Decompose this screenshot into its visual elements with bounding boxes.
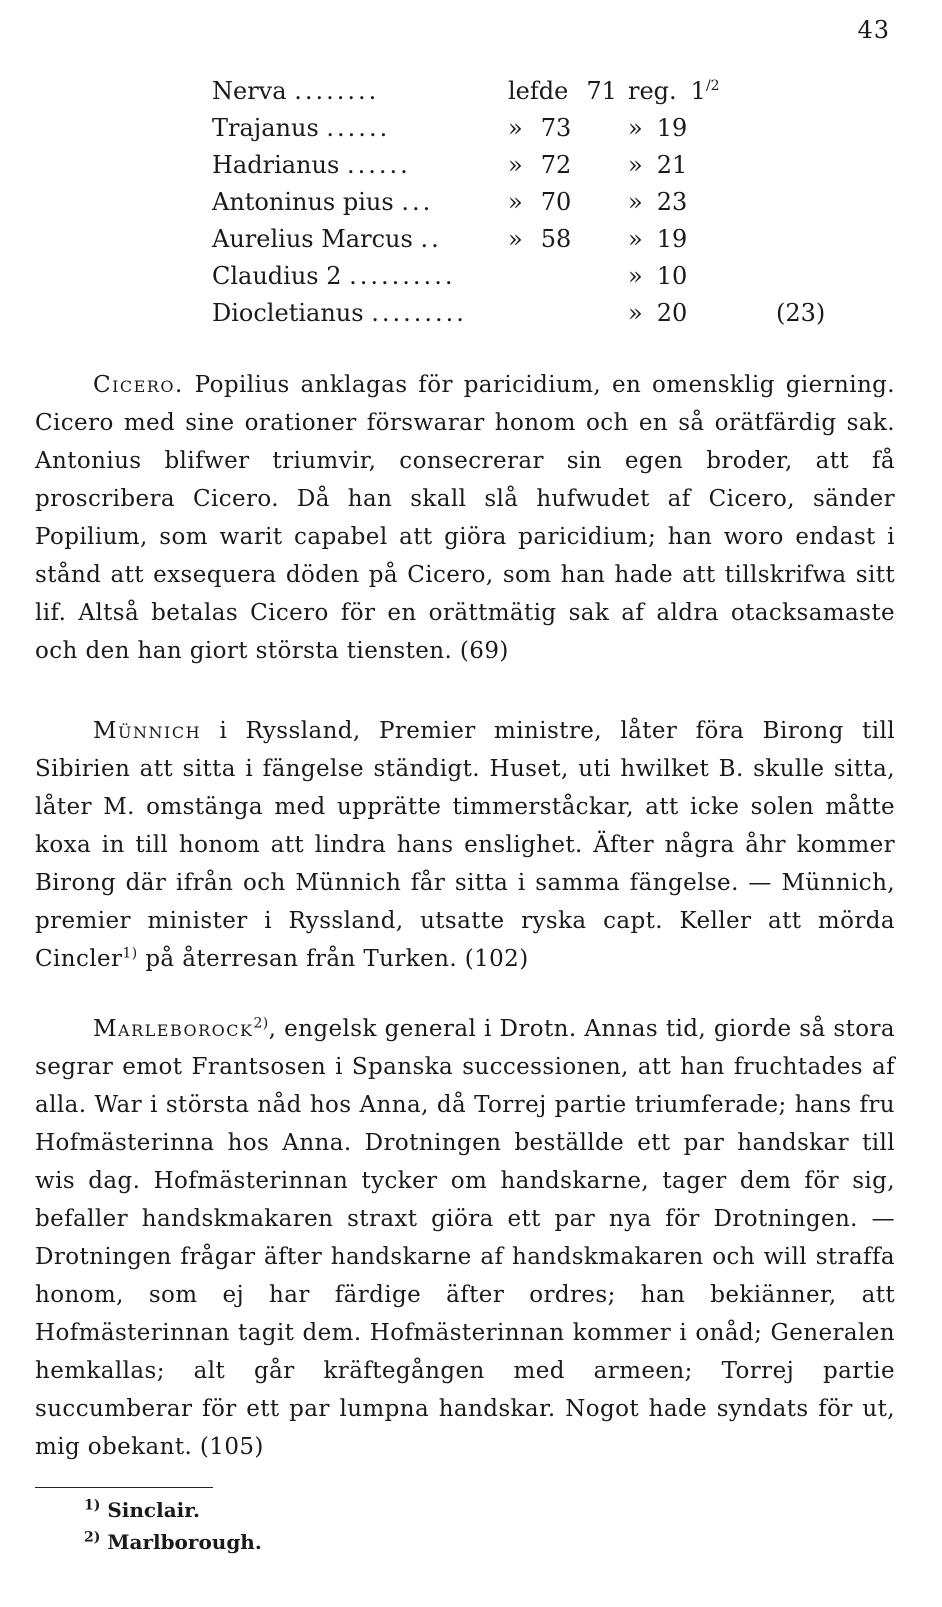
entry-text-munnich-b: på återresan från Turken. (102) bbox=[145, 946, 529, 972]
reign-row bbox=[212, 109, 825, 146]
entry-text-marleborock: , engelsk general i Drotn. Annas tid, giorde så stora segrar emot Frantsosen i Spanska successionen, att han fruchtades af alla. War i största nåd hos Anna, då Torrej partie triumferade; hans fru Hofmästerinna hos Anna. Drotningen beställde ett par handskar till wis dag. Hofmästerinnan tycker om handskarne, tager dem för sig, befaller handskmakaren straxt giöra ett par nya för Drotningen. — Drotningen frågar äfter handskarne af handskmakaren och will straffa honom, som ej har färdige äfter ordres; han bekiänner, att Hofmästerinnan tagit dem. Hofmästerinnan kommer i onåd; Generalen hemkallas; alt går kräftegången med armeen; Torrej partie succumberar för ett par lumpna handskar. Nogot hade syndats för ut, mig obekant. (105) bbox=[35, 1016, 895, 1460]
age-cell bbox=[508, 257, 628, 294]
reign-cell bbox=[628, 183, 738, 220]
emperor-name: Diocletianus bbox=[212, 298, 364, 327]
reign-label: » bbox=[628, 298, 643, 327]
alt-reign-cell bbox=[738, 109, 825, 146]
emperor-name: Trajanus bbox=[212, 113, 319, 142]
emperor-name-cell bbox=[212, 183, 508, 220]
emperor-name-cell bbox=[212, 146, 508, 183]
entry-text-cicero: Popilius anklagas för paricidium, en omensklig gierning. Cicero med sine orationer förswarar honom och en så orätfärdig sak. Antonius blifwer triumvir, consecrerar sin egen broder, att få proscribera Cicero. Då han skall slå hufwudet af Cicero, sänder Popilium, som warit capabel att giöra paricidium; han woro endast i stånd att exsequera döden på Cicero, som han hade att tillskrifwa sitt lif. Altså betalas Cicero för en orättmätig sak af aldra otacksamaste och den han giort största tiensten. (69) bbox=[35, 372, 896, 664]
age-value: 58 bbox=[540, 224, 572, 253]
entry-head-cicero: Cicero. bbox=[93, 372, 184, 398]
reign-row bbox=[212, 294, 825, 331]
age-cell bbox=[508, 72, 628, 109]
footnote-mark-1: 1) bbox=[84, 1497, 101, 1514]
emperor-name: Nerva bbox=[212, 76, 287, 105]
age-cell bbox=[508, 146, 628, 183]
leader-dots: ... bbox=[401, 187, 434, 216]
age-label: » bbox=[508, 150, 523, 179]
reign-row bbox=[212, 183, 825, 220]
reign-fraction: /2 bbox=[705, 77, 720, 94]
leader-dots: ........ bbox=[294, 76, 380, 105]
age-label: » bbox=[508, 113, 523, 142]
reign-row bbox=[212, 146, 825, 183]
emperor-name: Aurelius Marcus bbox=[212, 224, 413, 253]
footnote-mark-2: 2) bbox=[84, 1529, 101, 1546]
leader-dots: .. bbox=[420, 224, 442, 253]
paragraph-marleborock bbox=[35, 1010, 895, 1466]
emperor-name: Antoninus pius bbox=[212, 187, 394, 216]
entry-text-munnich-a: i Ryssland, Premier ministre, låter föra Birong till Sibirien att sitta i fängelse ständigt. Huset, uti hwilket B. skulle sitta, låter M. omstänga med upprätte timmerståckar, att icke solen måtte koxa in till honom att lindra hans enslighet. Äfter några åhr kommer Birong där ifrån och Münnich får sitta i samma fängelse. — Münnich, premier minister i Ryssland, utsatte ryska capt. Keller att mörda Cincler bbox=[35, 718, 895, 972]
reign-cell bbox=[628, 257, 738, 294]
reign-cell bbox=[628, 72, 738, 109]
entry-head-munnich: Münnich bbox=[93, 718, 202, 744]
paragraph-cicero bbox=[35, 366, 895, 670]
age-cell bbox=[508, 183, 628, 220]
alt-reign-cell bbox=[738, 72, 825, 109]
reign-row bbox=[212, 220, 825, 257]
emperor-name-cell bbox=[212, 109, 508, 146]
entry-head-marleborock: Marleborock bbox=[93, 1016, 254, 1042]
reign-label: reg. bbox=[628, 76, 677, 105]
leader-dots: ...... bbox=[326, 113, 391, 142]
emperor-name-cell bbox=[212, 294, 508, 331]
alt-reign-cell bbox=[738, 183, 825, 220]
footnote-1 bbox=[84, 1494, 262, 1526]
age-value: 72 bbox=[540, 150, 572, 179]
reign-label: » bbox=[628, 150, 643, 179]
alt-reign-cell bbox=[738, 146, 825, 183]
emperor-name: Hadrianus bbox=[212, 150, 340, 179]
footnote-text-2: Marlborough. bbox=[107, 1530, 262, 1554]
age-value: 71 bbox=[586, 76, 617, 105]
age-cell bbox=[508, 294, 628, 331]
reign-cell bbox=[628, 220, 738, 257]
reign-years: 19 bbox=[656, 224, 688, 253]
reign-years: 20 bbox=[656, 298, 688, 327]
reign-label: » bbox=[628, 261, 643, 290]
leader-dots: ......... bbox=[371, 298, 467, 327]
reign-row bbox=[212, 72, 825, 109]
age-cell bbox=[508, 220, 628, 257]
emperor-name-cell bbox=[212, 257, 508, 294]
age-cell bbox=[508, 109, 628, 146]
reign-label: » bbox=[628, 113, 643, 142]
leader-dots: ...... bbox=[346, 150, 411, 179]
age-label: lefde bbox=[508, 76, 569, 105]
reign-cell bbox=[628, 109, 738, 146]
footnote-ref-1: 1) bbox=[122, 945, 138, 962]
age-value: 70 bbox=[540, 187, 572, 216]
emperor-reign-table bbox=[212, 72, 825, 331]
age-label: » bbox=[508, 187, 523, 216]
reign-row bbox=[212, 257, 825, 294]
alt-reign-cell bbox=[738, 257, 825, 294]
leader-dots: .......... bbox=[349, 261, 456, 290]
emperor-name: Claudius 2 bbox=[212, 261, 342, 290]
reign-years: 1 bbox=[690, 76, 706, 105]
reign-years: 21 bbox=[656, 150, 688, 179]
age-value: 73 bbox=[540, 113, 572, 142]
footnote-text-1: Sinclair. bbox=[107, 1498, 200, 1522]
reign-label: » bbox=[628, 187, 643, 216]
page-number: 43 bbox=[857, 16, 890, 44]
age-label: » bbox=[508, 224, 523, 253]
emperor-name-cell bbox=[212, 220, 508, 257]
footnote-2 bbox=[84, 1526, 262, 1558]
reign-years: 10 bbox=[656, 261, 688, 290]
reign-cell bbox=[628, 146, 738, 183]
reign-years: 19 bbox=[656, 113, 688, 142]
reign-cell bbox=[628, 294, 738, 331]
alt-reign-cell: (23) bbox=[776, 298, 826, 327]
footnote-divider bbox=[35, 1487, 213, 1488]
alt-reign-cell bbox=[738, 220, 825, 257]
footnote-ref-2: 2) bbox=[253, 1015, 269, 1032]
reign-label: » bbox=[628, 224, 643, 253]
emperor-name-cell bbox=[212, 72, 508, 109]
footnotes bbox=[84, 1494, 262, 1558]
paragraph-munnich bbox=[35, 712, 895, 978]
reign-years: 23 bbox=[656, 187, 688, 216]
